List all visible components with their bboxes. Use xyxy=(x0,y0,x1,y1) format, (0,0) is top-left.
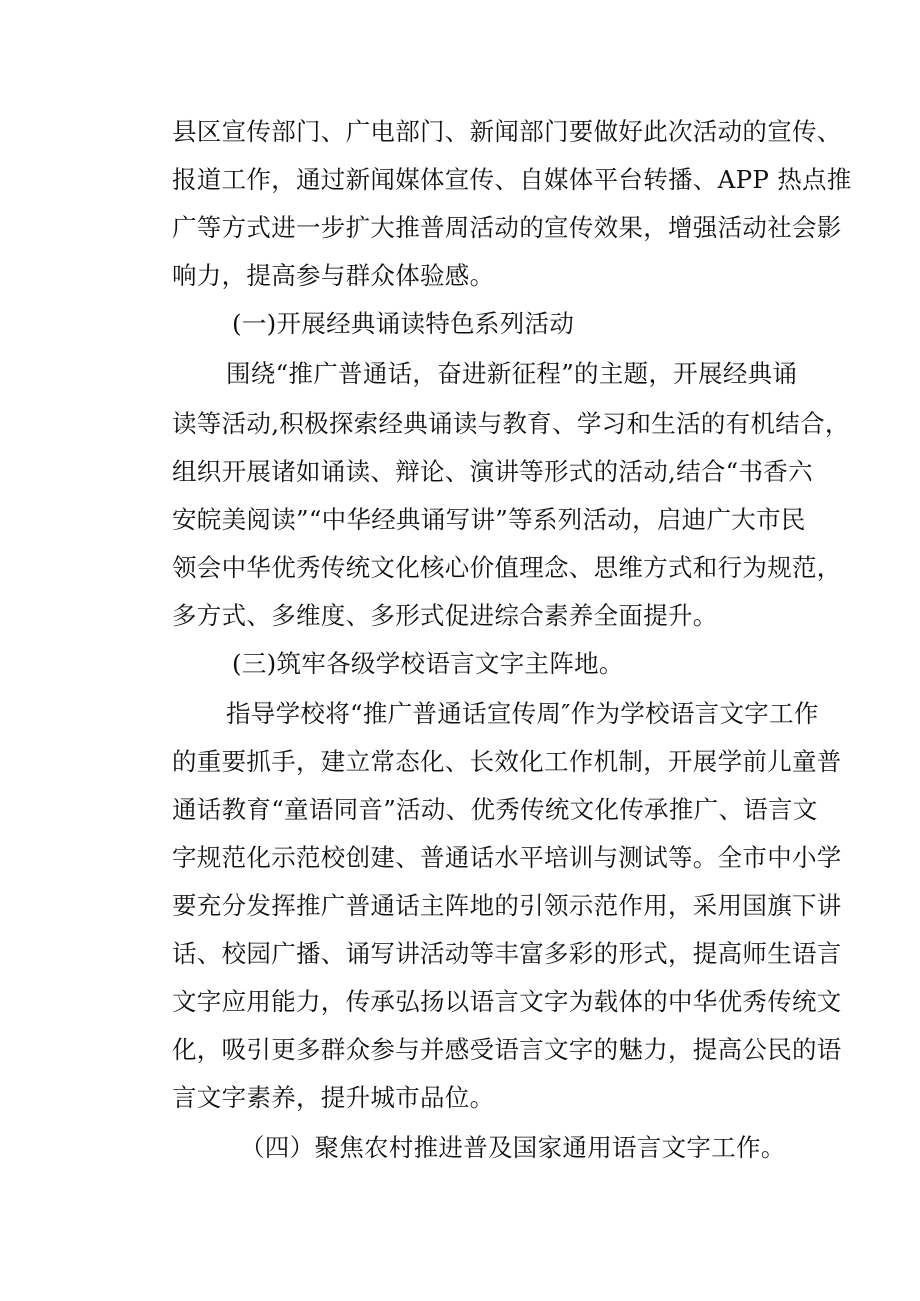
paragraph-line: 安皖美阅读”“中华经典诵写讲”等系列活动，启迪广大市民 xyxy=(172,505,806,534)
paragraph-line: 响力，提高参与群众体验感。 xyxy=(172,261,495,290)
paragraph-line: 读等活动,积极探索经典诵读与教育、学习和生活的有机结合， xyxy=(172,409,850,438)
paragraph-line: 言文字素养，提升城市品位。 xyxy=(172,1083,495,1112)
paragraph-line: 文字应用能力，传承弘扬以语言文字为载体的中华优秀传统文 xyxy=(172,987,842,1016)
paragraph-line: 多方式、多维度、多形式促进综合素养全面提升。 xyxy=(172,601,718,630)
paragraph-line: 的重要抓手，建立常态化、长效化工作机制，开展学前儿童普 xyxy=(172,747,842,776)
paragraph-line: 指导学校将“推广普通话宣传周″作为学校语言文字工作 xyxy=(226,699,819,728)
paragraph-line: 话、校园广播、诵写讲活动等丰富多彩的形式，提高师生语言 xyxy=(172,939,842,968)
paragraph-line: 领会中华优秀传统文化核心价值理念、思维方式和行为规范， xyxy=(172,553,842,582)
section-heading-1: (一)开展经典诵读特色系列活动 xyxy=(232,309,575,338)
paragraph-line: 围绕“推广普通话，奋进新征程”的主题，开展经典诵 xyxy=(226,359,798,388)
paragraph-line: 广等方式进一步扩大推普周活动的宣传效果，增强活动社会影 xyxy=(172,213,842,242)
section-heading-3: (三)筑牢各级学校语言文字主阵地。 xyxy=(232,649,624,678)
paragraph-line: 县区宣传部门、广电部门、新闻部门要做好此次活动的宣传、 xyxy=(172,117,842,146)
section-heading-4: （四）聚焦农村推进普及国家通用语言文字工作。 xyxy=(240,1133,786,1162)
paragraph-line: 化，吸引更多群众参与并感受语言文字的魅力，提高公民的语 xyxy=(172,1035,842,1064)
paragraph-line: 字规范化示范校创建、普通话水平培训与测试等。全市中小学 xyxy=(172,843,842,872)
paragraph-line: 通话教育“童语同音”活动、优秀传统文化传承推广、语言文 xyxy=(172,795,818,824)
paragraph-line: 报道工作，通过新闻媒体宣传、自媒体平台转播、APP 热点推 xyxy=(172,165,852,194)
paragraph-line: 要充分发挥推广普通话主阵地的引领示范作用，采用国旗下讲 xyxy=(172,891,842,920)
paragraph-line: 组织开展诸如诵读、辩论、演讲等形式的活动,结合“书香六 xyxy=(172,457,813,486)
